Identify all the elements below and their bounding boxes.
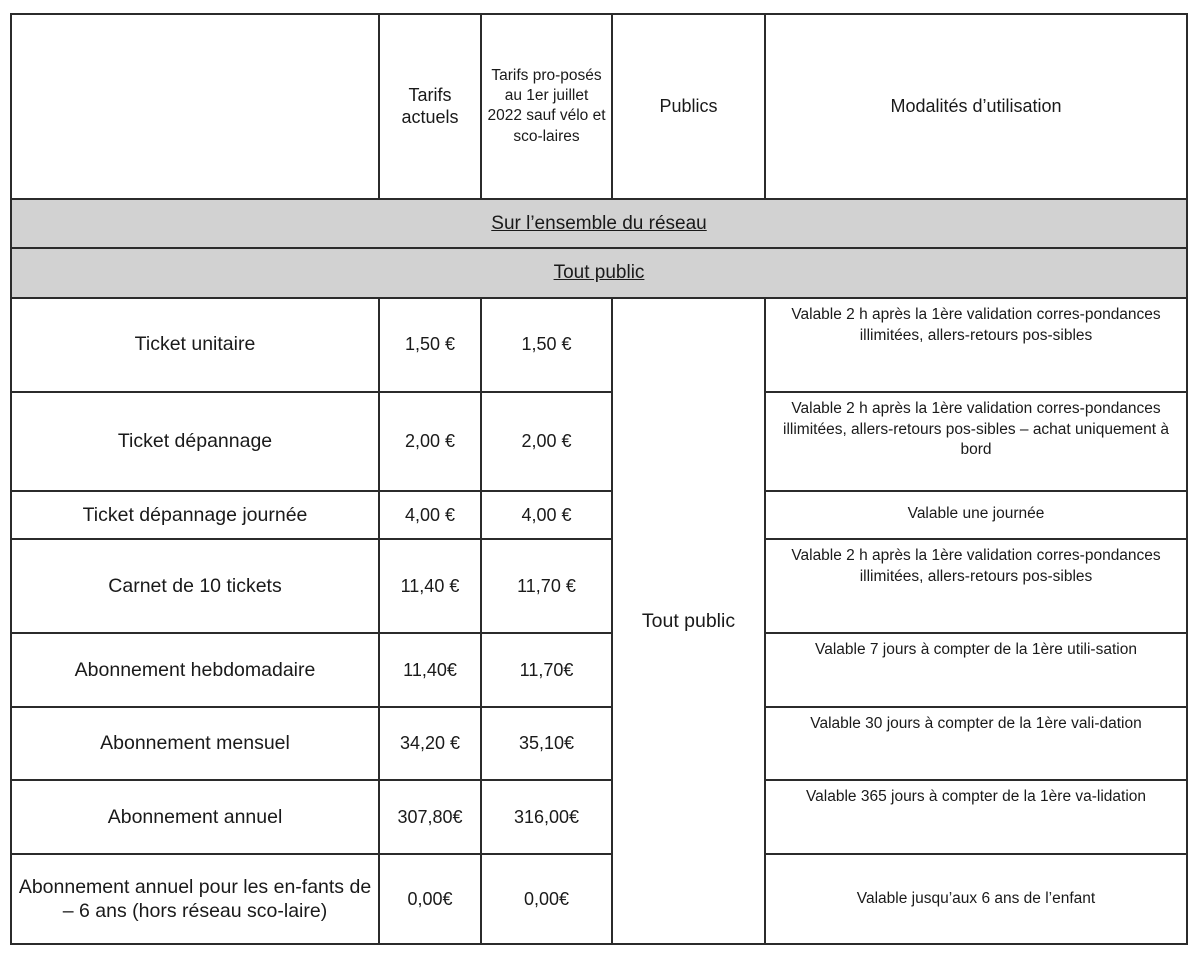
publics-cell: Tout public: [612, 298, 765, 944]
current-price: 1,50 €: [379, 298, 481, 392]
table-row: [11, 707, 1187, 781]
current-price: 11,40€: [379, 633, 481, 707]
modality-text: Valable 365 jours à compter de la 1ère va-lidation: [765, 780, 1187, 854]
proposed-price: 11,70€: [481, 633, 612, 707]
header-publics: Publics: [612, 14, 765, 199]
header-modalities: Modalités d’utilisation: [765, 14, 1187, 199]
header-proposed-tariffs: Tarifs pro-posés au 1er juillet 2022 sauf vélo et sco-laires: [481, 14, 612, 199]
product-name: Carnet de 10 tickets: [11, 539, 379, 633]
table-row: [11, 298, 1187, 392]
current-price: 34,20 €: [379, 707, 481, 781]
product-name: Abonnement mensuel: [11, 707, 379, 781]
modality-text: Valable 2 h après la 1ère validation corres-pondances illimitées, allers-retours pos-sibles: [765, 539, 1187, 633]
modality-text: Valable 7 jours à compter de la 1ère utili-sation: [765, 633, 1187, 707]
proposed-price: 11,70 €: [481, 539, 612, 633]
proposed-price: 1,50 €: [481, 298, 612, 392]
header-current-tariffs: Tarifs actuels: [379, 14, 481, 199]
header-product: [11, 14, 379, 199]
proposed-price: 4,00 €: [481, 491, 612, 539]
product-name: Abonnement annuel: [11, 780, 379, 854]
table-row: [11, 854, 1187, 944]
modality-text: Valable 30 jours à compter de la 1ère vali-dation: [765, 707, 1187, 781]
proposed-price: 0,00€: [481, 854, 612, 944]
modality-text: Valable une journée: [765, 491, 1187, 539]
section-band-row: [11, 199, 1187, 248]
modality-text: Valable jusqu’aux 6 ans de l’enfant: [765, 854, 1187, 944]
tariff-document: [10, 13, 1186, 945]
current-price: 0,00€: [379, 854, 481, 944]
current-price: 11,40 €: [379, 539, 481, 633]
audience-band-label: Tout public: [11, 248, 1187, 297]
section-band-label: Sur l’ensemble du réseau: [11, 199, 1187, 248]
table-row: [11, 539, 1187, 633]
audience-band-row: [11, 248, 1187, 297]
table-row: [11, 780, 1187, 854]
proposed-price: 35,10€: [481, 707, 612, 781]
product-name: Ticket dépannage journée: [11, 491, 379, 539]
table-row: [11, 633, 1187, 707]
product-name: Abonnement hebdomadaire: [11, 633, 379, 707]
current-price: 4,00 €: [379, 491, 481, 539]
table-header-row: [11, 14, 1187, 199]
proposed-price: 2,00 €: [481, 392, 612, 491]
modality-text: Valable 2 h après la 1ère validation corres-pondances illimitées, allers-retours pos-sibles – achat uniquement à bord: [765, 392, 1187, 491]
product-name: Ticket unitaire: [11, 298, 379, 392]
modality-text: Valable 2 h après la 1ère validation corres-pondances illimitées, allers-retours pos-sibles: [765, 298, 1187, 392]
product-name: Abonnement annuel pour les en-fants de – 6 ans (hors réseau sco-laire): [11, 854, 379, 944]
product-name: Ticket dépannage: [11, 392, 379, 491]
current-price: 307,80€: [379, 780, 481, 854]
current-price: 2,00 €: [379, 392, 481, 491]
tariff-table: [10, 13, 1188, 945]
table-row: [11, 491, 1187, 539]
proposed-price: 316,00€: [481, 780, 612, 854]
table-row: [11, 392, 1187, 491]
